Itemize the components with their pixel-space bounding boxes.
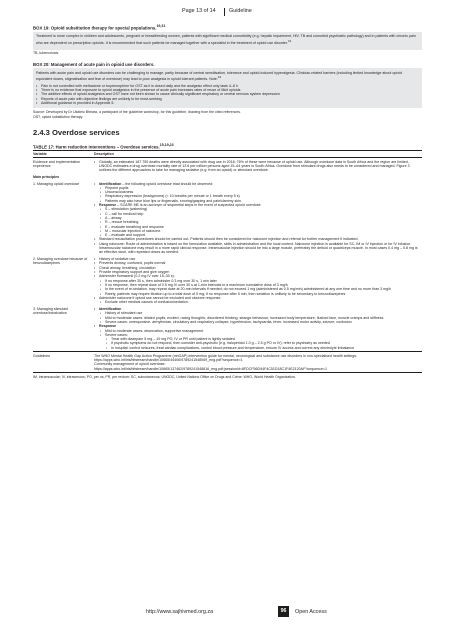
list-item: ▪ Mild to moderate cases: observation, supportive management [100, 329, 422, 333]
list-item: ▪ C – call for medical help [100, 212, 422, 216]
list-item: ▪ History of stimulant use [100, 311, 422, 315]
row-label-benzo: 2. Managing overdose because of benzodiazepines [33, 257, 88, 266]
open-access-label: Open Access [295, 608, 327, 615]
list-item: ▪ Patients may also have blue lips or fingernails, snoring/gasping and pale/clammy skin. [100, 199, 422, 203]
list-item: • History of sedative use [94, 257, 422, 261]
box19 [33, 32, 422, 50]
list-item: • Provide respiratory support and give oxygen [94, 270, 422, 274]
list-item: • Pain is not controlled with methadone or buprenorphine for OST as it is dosed daily and the analgesic effect only lasts 4–8 h [36, 84, 419, 88]
table-row [33, 158, 422, 173]
page-number: Page 13 of 14 [182, 8, 216, 14]
list-item: • There is no evidence that exposure to opioid analgesics in the presence of acute pain increases rates of reuse of illicit opioids [36, 88, 419, 92]
table-row [33, 351, 422, 372]
list-item: ▪ Severe cases: unresponsive, arrhythmias, circulatory and respiratory collapse, hypertension, tachycardia, fever, increased motor activity, seizure, confusion [100, 320, 422, 324]
box19-note: TB, tuberculosis. [33, 51, 60, 56]
list-item: • Check airway, breathing, circulation [94, 266, 422, 270]
list-item: ▪ S – stimulation (wakening) [100, 207, 422, 211]
table-row [33, 306, 422, 352]
table17-title: TABLE 17: Harm reduction interventions – Overdose services.$^{15,19,23}$ [33, 142, 174, 149]
list-item: ▪ Exclude other medical causes of confusion/sedation. [100, 300, 422, 304]
page-footer [0, 606, 453, 618]
list-item: • Standard resuscitation procedures should be carried out. Patients should then be considered for naloxone injection and referral for further management if indicated. [94, 237, 422, 241]
table-row [33, 180, 422, 256]
list-item: ▪ E – evaluate and support. [100, 233, 422, 237]
list-item: ▪ Rarely, patients may require titration up to a total dose of 5 mg; if no response after 5 min, then sedation is unlikely to be secondary to benzodiazepines [100, 292, 422, 296]
journal-url[interactable]: http://www.sajhivmed.org.za [146, 608, 214, 615]
list-item: • The additive effects of opioid analgesics and OST have not been shown to cause clinically significant respiratory or central nervous system depression [36, 92, 419, 96]
row-label-evidence: Evidence and implementation experience [33, 159, 81, 169]
list-item: ▪ R – rescue breathing [100, 220, 422, 224]
table-header-row [33, 151, 422, 158]
main-principles-heading: Main principles [33, 175, 60, 180]
row-text-benzo: • History of sedative use • Prevents drowsy, confused, pupils normal • Check airway, breathing, circulation • Provide respiratory support and give oxygen • Administer flumazenil (0.2 mg IV over 15–30 s): ▪ If no response after 30 s, then administer 0.3 mg over 30 s, 1 min later ▪ If no response, then repeat dose of 0.5 mg IV over 30 s at 1-min intervals to a maximum cumulative dose of 3 mg/h ▪ In the event of re-sedation, may repeat dose at 20-min intervals if needed; do not exceed 1 mg (administered as 0.5 mg/min) administered at any one time and no more than 3 mg/h ▪ Rarely, patients may require titration up to a total dose of 5 mg; if no response after 5 min, then sedation is unlikely to be secondary to benzodiazepines • Administer naloxone if opioid use cannot be excluded and observe response ▪ Exclude other medical causes of confusion/sedation. [94, 257, 422, 304]
list-item: ▪ M – muscular injection of naloxone [100, 229, 422, 233]
table17-footnote: IM, intramuscular; IV, intravenous; PO, per os; PR, per rectum; SC, subcutaneous; UNODC, United Nations Office on Drugs and Crime; WHO, World Health Organization. [33, 372, 422, 379]
list-item: ▪ In hospital: control seizures, treat cardiac complications, control blood pressure and temperature, ensure IV access and correct any electrolyte imbalance [106, 346, 422, 350]
header-article-type: Guideline [229, 8, 252, 14]
list-item: ▪ If no response, then repeat dose of 0.5 mg IV over 30 s at 1-min intervals to a maximum cumulative dose of 3 mg/h [100, 283, 422, 287]
row-text-guidelines: The WHO Mental Health Gap Action Programme (mhGAP) intervention guide for mental, neurological and substance use disorders in non-specialised health settings: https://apps.who.int/iris/bitstream/handle/10665/44406/9789241548069_eng.pdf?sequence=1 Community management of opioid overdose: https://apps.who.int/iris/bitstream/handle/10665/137462/9789241548816_eng.pdf;jsessionid=8FDCF56D94F4C51D18C1F4E2120AF?sequence=1 [94, 354, 422, 371]
section-title: 2.4.3 Overdose services [33, 127, 120, 137]
list-item: ▪ Pinpoint pupils [100, 186, 422, 190]
list-item: ▪ Unconsciousness [100, 190, 422, 194]
list-item: ▪ Mild to moderate cases: dilated pupils, excited, racing thoughts, disordered thinking, strange behaviour, increased body temperature, flushed face, muscle cramps and stiffness [100, 316, 422, 320]
list-item: ▪ In the event of re-sedation, may repeat dose at 20-min intervals if needed; do not exceed 1 mg (administered as 0.5 mg/min) administered at any one time and no more than 3 mg/h [100, 287, 422, 291]
list-item: • Additional guidance is provided in Appendix 5. [36, 101, 419, 105]
list-item: ▪ E – evaluate breathing and response [100, 225, 422, 229]
table17 [33, 150, 422, 379]
row-label-guidelines: Guidelines [33, 353, 50, 358]
page-number-box: 96 [278, 606, 289, 617]
row-text-stimulant: • Identification ▪ History of stimulant use ▪ Mild to moderate cases: dilated pupils, excited, racing thoughts, disordered thinking, strange behaviour, increased body temperature, flushed face, muscle cramps and stiffness ▪ Severe cases: unresponsive, arrhythmias, circulatory and respiratory collapse, hypertension, tachycardia, fever, increased motor activity, seizure, confusion • Response ▪ Mild to moderate cases: observation, supportive management ▪ Severe cases: ▪ Treat with diazepam 5 mg – 10 mg PO, IV or PR until patient is lightly sedated ▪ If psychotic symptoms do not respond, then consider anti-psychotic (e.g. haloperidol 1.0 g – 2.5 g PO or IV); refer to psychiatry as needed ▪ In hospital: control seizures, treat cardiac complications, control blood pressure and temperature, ensure IV access and correct any electrolyte imbalance [94, 307, 422, 350]
box20-intro: Patients with acute pain and opioid use disorders can be challenging to manage, partly because of central sensitisation, tolerance and opioid-induced hyperalgesia. Clinician-related barriers (including limited knowledge about opioid equivalent doses, stigmatisation and fear of overdose) may lead to poor analgesia in opioid tolerant patients. Note:$^{34}$ [36, 70, 402, 82]
box20-list [36, 84, 419, 106]
list-item: • Reports of acute pain with objective findings are unlikely to be most-seeking [36, 97, 419, 101]
page-content [33, 24, 422, 379]
box20-source: Source: Developed by Dr Ukalelu Bheara, a participant of the guideline workshop, for this guideline, drawing from the cited references. [33, 109, 241, 114]
table-row [33, 256, 422, 306]
header-separator [224, 8, 225, 16]
list-item: ▪ Respiratory depression (bradypnoea) (< 10 breaths per minute or 1 breath every 5 s) [100, 194, 422, 198]
page-header [0, 8, 453, 18]
list-item: ▪ Treat with diazepam 5 mg – 10 mg PO, IV or PR until patient is lightly sedated [106, 337, 422, 341]
box20-title: BOX 20: Management of acute pain in opioid use disorders. [33, 61, 155, 67]
list-item: ▪ If no response after 30 s, then administer 0.3 mg over 30 s, 1 min later [100, 279, 422, 283]
list-item: ▪ A – airway [100, 216, 422, 220]
row-label-opioid: 1. Managing opioid overdose [33, 181, 80, 186]
box20-note: OST, opioid substitution therapy. [33, 115, 84, 120]
row-text-opioid: • Identification – the following opioid overdose triad should be observed: ▪ Pinpoint pupils ▪ Unconsciousness ▪ Respiratory depression (bradypnoea) (< 10 breaths per minute or 1 breath every 5 s) ▪ Patients may also have blue lips or fingernails, snoring/gasping and pale/clammy skin. • Response – SCARE ME is an acronym of sequential steps in the event of suspected opioid overdose ▪ S – stimulation (wakening) ▪ C – call for medical help ▪ A – airway ▪ R – rescue breathing ▪ E – evaluate breathing and response ▪ M – muscular injection of naloxone ▪ E – evaluate and support. • Standard resuscitation procedures should be carried out. Patients should then be considered for naloxone injection and referral for further management if indicated. • Using naloxone: Route of administration is based on the formulation available, skills in administration and the local context. Naloxone injection is available for SC, IM or IV injection or for IV infusion. Intramuscular naloxone may result in a more rapid clinical response. Intramuscular injection should be into a large muscle, preferably the deltoid or quadriceps muscle. In most cases 0.4 mg – 0.8 mg is an effective dose, with repeated doses as needed. [94, 182, 422, 255]
column-header-description: Description [94, 152, 114, 157]
box19-text: Treatment is more complex in children and adolescents, pregnant or breastfeeding women, patients with significant medical comorbidity (e.g. hepatic impairment, HIV, TB and comorbid psychiatric pathology) and in patients with chronic pain who are dependent on prescription opioids. It is recommended that such patients be managed together with a specialist in the treatment of opioid use disorder.$^{31}$ [36, 34, 416, 46]
list-item: ▪ If psychotic symptoms do not respond, then consider anti-psychotic (e.g. haloperidol 1.0 g – 2.5 g PO or IV); refer to psychiatry as needed [106, 341, 422, 345]
row-text-evidence: • Globally, an estimated 167 750 deaths were directly associated with drug use in 2018; 76% of these were because of opioid use. Although overdose data in South Africa and the region are limited, UNODC estimates a drug overdose mortality rate of 12.6 per million persons aged 15–64 years in South Africa. Overdose from stimulant drugs also needs to be considered and managed. Figure 3 outlines the different approaches to take for managing sedative (e.g. from an opioid) or stimulant overdose. [94, 160, 422, 173]
row-label-stimulant: 3. Managing stimulant overdose/intoxication [33, 307, 69, 316]
guideline-link-opioid-overdose[interactable]: https://apps.who.int/iris/bitstream/handle/10665/137462/9789241548816_eng.pdf;jsessionid=8FDCF56D94F4C51D18C1F4E2120AF?sequence=1 [94, 366, 327, 371]
list-item: • Using naloxone: Route of administration is based on the formulation available, skills in administration and the local context. Naloxone injection is available for SC, IM or IV injection or for IV infusion. Intramuscular naloxone may result in a more rapid clinical response. Intramuscular injection should be into a large muscle, preferably the deltoid or quadriceps muscle. In most cases 0.4 mg – 0.8 mg is an effective dose, with repeated doses as needed. [94, 242, 422, 255]
list-item: • Prevents drowsy, confused, pupils normal [94, 261, 422, 265]
box20 [33, 68, 422, 108]
guideline-link-mhgap[interactable]: https://apps.who.int/iris/bitstream/handle/10665/44406/9789241548069_eng.pdf?sequence=1 [94, 357, 243, 362]
column-header-variable: Variable [33, 152, 47, 157]
box19-title: BOX 19: Opioid substitution therapy for special populations.$^{19,31}$ [33, 24, 166, 31]
